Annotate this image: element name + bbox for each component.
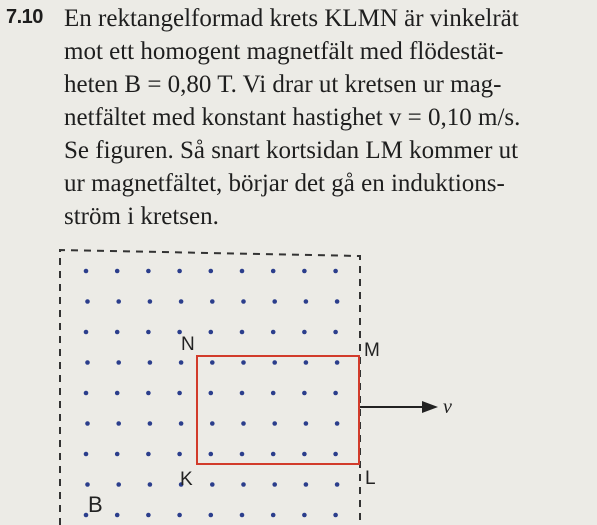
- field-dot: [179, 299, 184, 304]
- field-dot: [177, 269, 182, 274]
- field-dot: [333, 452, 338, 457]
- field-dot: [335, 299, 340, 304]
- problem-text-line: En rektangelformad krets KLMN är vinkelrät: [64, 5, 519, 32]
- field-dot: [177, 513, 182, 518]
- problem-number: 7.10: [6, 6, 43, 28]
- field-dot: [84, 391, 89, 396]
- velocity-arrowhead: [422, 401, 438, 413]
- field-dot: [210, 482, 215, 487]
- field-dot: [333, 330, 338, 335]
- field-dot: [271, 391, 276, 396]
- field-dot: [335, 421, 340, 426]
- corner-label-l: L: [365, 468, 376, 489]
- corner-label-n: N: [181, 334, 195, 355]
- field-dot: [302, 513, 307, 518]
- field-dot: [209, 513, 214, 518]
- field-dot: [177, 391, 182, 396]
- field-dot: [85, 421, 90, 426]
- problem-text-line: ur magnetfältet, börjar det gå en induktions-: [64, 170, 505, 197]
- circuit-klmn: [197, 356, 359, 464]
- field-dot: [304, 421, 309, 426]
- field-dot: [209, 269, 214, 274]
- field-dot: [115, 513, 120, 518]
- problem-text-line: netfältet med konstant hastighet v = 0,10 m/s.: [64, 104, 521, 131]
- field-dot: [209, 452, 214, 457]
- field-dot: [241, 421, 246, 426]
- field-dot: [115, 269, 120, 274]
- field-dot: [116, 421, 121, 426]
- field-dot: [240, 269, 245, 274]
- field-dot: [209, 330, 214, 335]
- field-dot: [146, 269, 151, 274]
- field-dot: [179, 421, 184, 426]
- field-dot: [272, 360, 277, 365]
- field-dot: [85, 360, 90, 365]
- magnetic-field-dots: [84, 269, 340, 518]
- field-dot: [240, 452, 245, 457]
- field-label-b: B: [88, 492, 103, 517]
- field-dot: [148, 421, 153, 426]
- field-dot: [116, 299, 121, 304]
- field-dot: [85, 482, 90, 487]
- field-dot: [302, 269, 307, 274]
- field-dot: [304, 299, 309, 304]
- field-dot: [210, 421, 215, 426]
- field-dot: [272, 299, 277, 304]
- field-dot: [304, 482, 309, 487]
- field-dot: [84, 452, 89, 457]
- field-dot: [272, 421, 277, 426]
- field-dot: [210, 360, 215, 365]
- field-dot: [333, 513, 338, 518]
- field-dot: [302, 330, 307, 335]
- field-dot: [84, 330, 89, 335]
- field-dot: [115, 391, 120, 396]
- field-dot: [271, 452, 276, 457]
- field-dot: [210, 299, 215, 304]
- corner-label-k: K: [180, 469, 193, 490]
- field-dot: [115, 452, 120, 457]
- field-dot: [333, 391, 338, 396]
- field-dot: [179, 360, 184, 365]
- velocity-label: v: [443, 396, 452, 418]
- corner-label-m: M: [364, 340, 380, 361]
- field-dot: [177, 452, 182, 457]
- field-dot: [148, 482, 153, 487]
- field-dot: [148, 360, 153, 365]
- field-dot: [271, 269, 276, 274]
- problem-text-line: Se figuren. Så snart kortsidan LM kommer ut: [64, 137, 519, 164]
- field-dot: [240, 513, 245, 518]
- field-dot: [146, 452, 151, 457]
- field-dot: [304, 360, 309, 365]
- field-dot: [272, 482, 277, 487]
- field-dot: [148, 299, 153, 304]
- field-dot: [146, 391, 151, 396]
- field-dot: [116, 482, 121, 487]
- field-dot: [241, 360, 246, 365]
- field-dot: [240, 391, 245, 396]
- field-dot: [209, 391, 214, 396]
- field-dot: [85, 299, 90, 304]
- field-dot: [116, 360, 121, 365]
- field-dot: [115, 330, 120, 335]
- field-boundary: [60, 250, 360, 525]
- field-dot: [302, 391, 307, 396]
- field-dot: [241, 299, 246, 304]
- field-dot: [146, 330, 151, 335]
- field-dot: [84, 269, 89, 274]
- field-dot: [335, 482, 340, 487]
- field-dot: [335, 360, 340, 365]
- field-dot: [271, 513, 276, 518]
- field-dot: [240, 330, 245, 335]
- field-dot: [146, 513, 151, 518]
- field-dot: [271, 330, 276, 335]
- field-dot: [333, 269, 338, 274]
- problem-text-line: ström i kretsen.: [64, 203, 219, 230]
- field-dot: [302, 452, 307, 457]
- problem-text-line: mot ett homogent magnetfält med flödestät-: [64, 38, 504, 65]
- problem-text-line: heten B = 0,80 T. Vi drar ut kretsen ur mag-: [64, 71, 502, 98]
- field-dot: [241, 482, 246, 487]
